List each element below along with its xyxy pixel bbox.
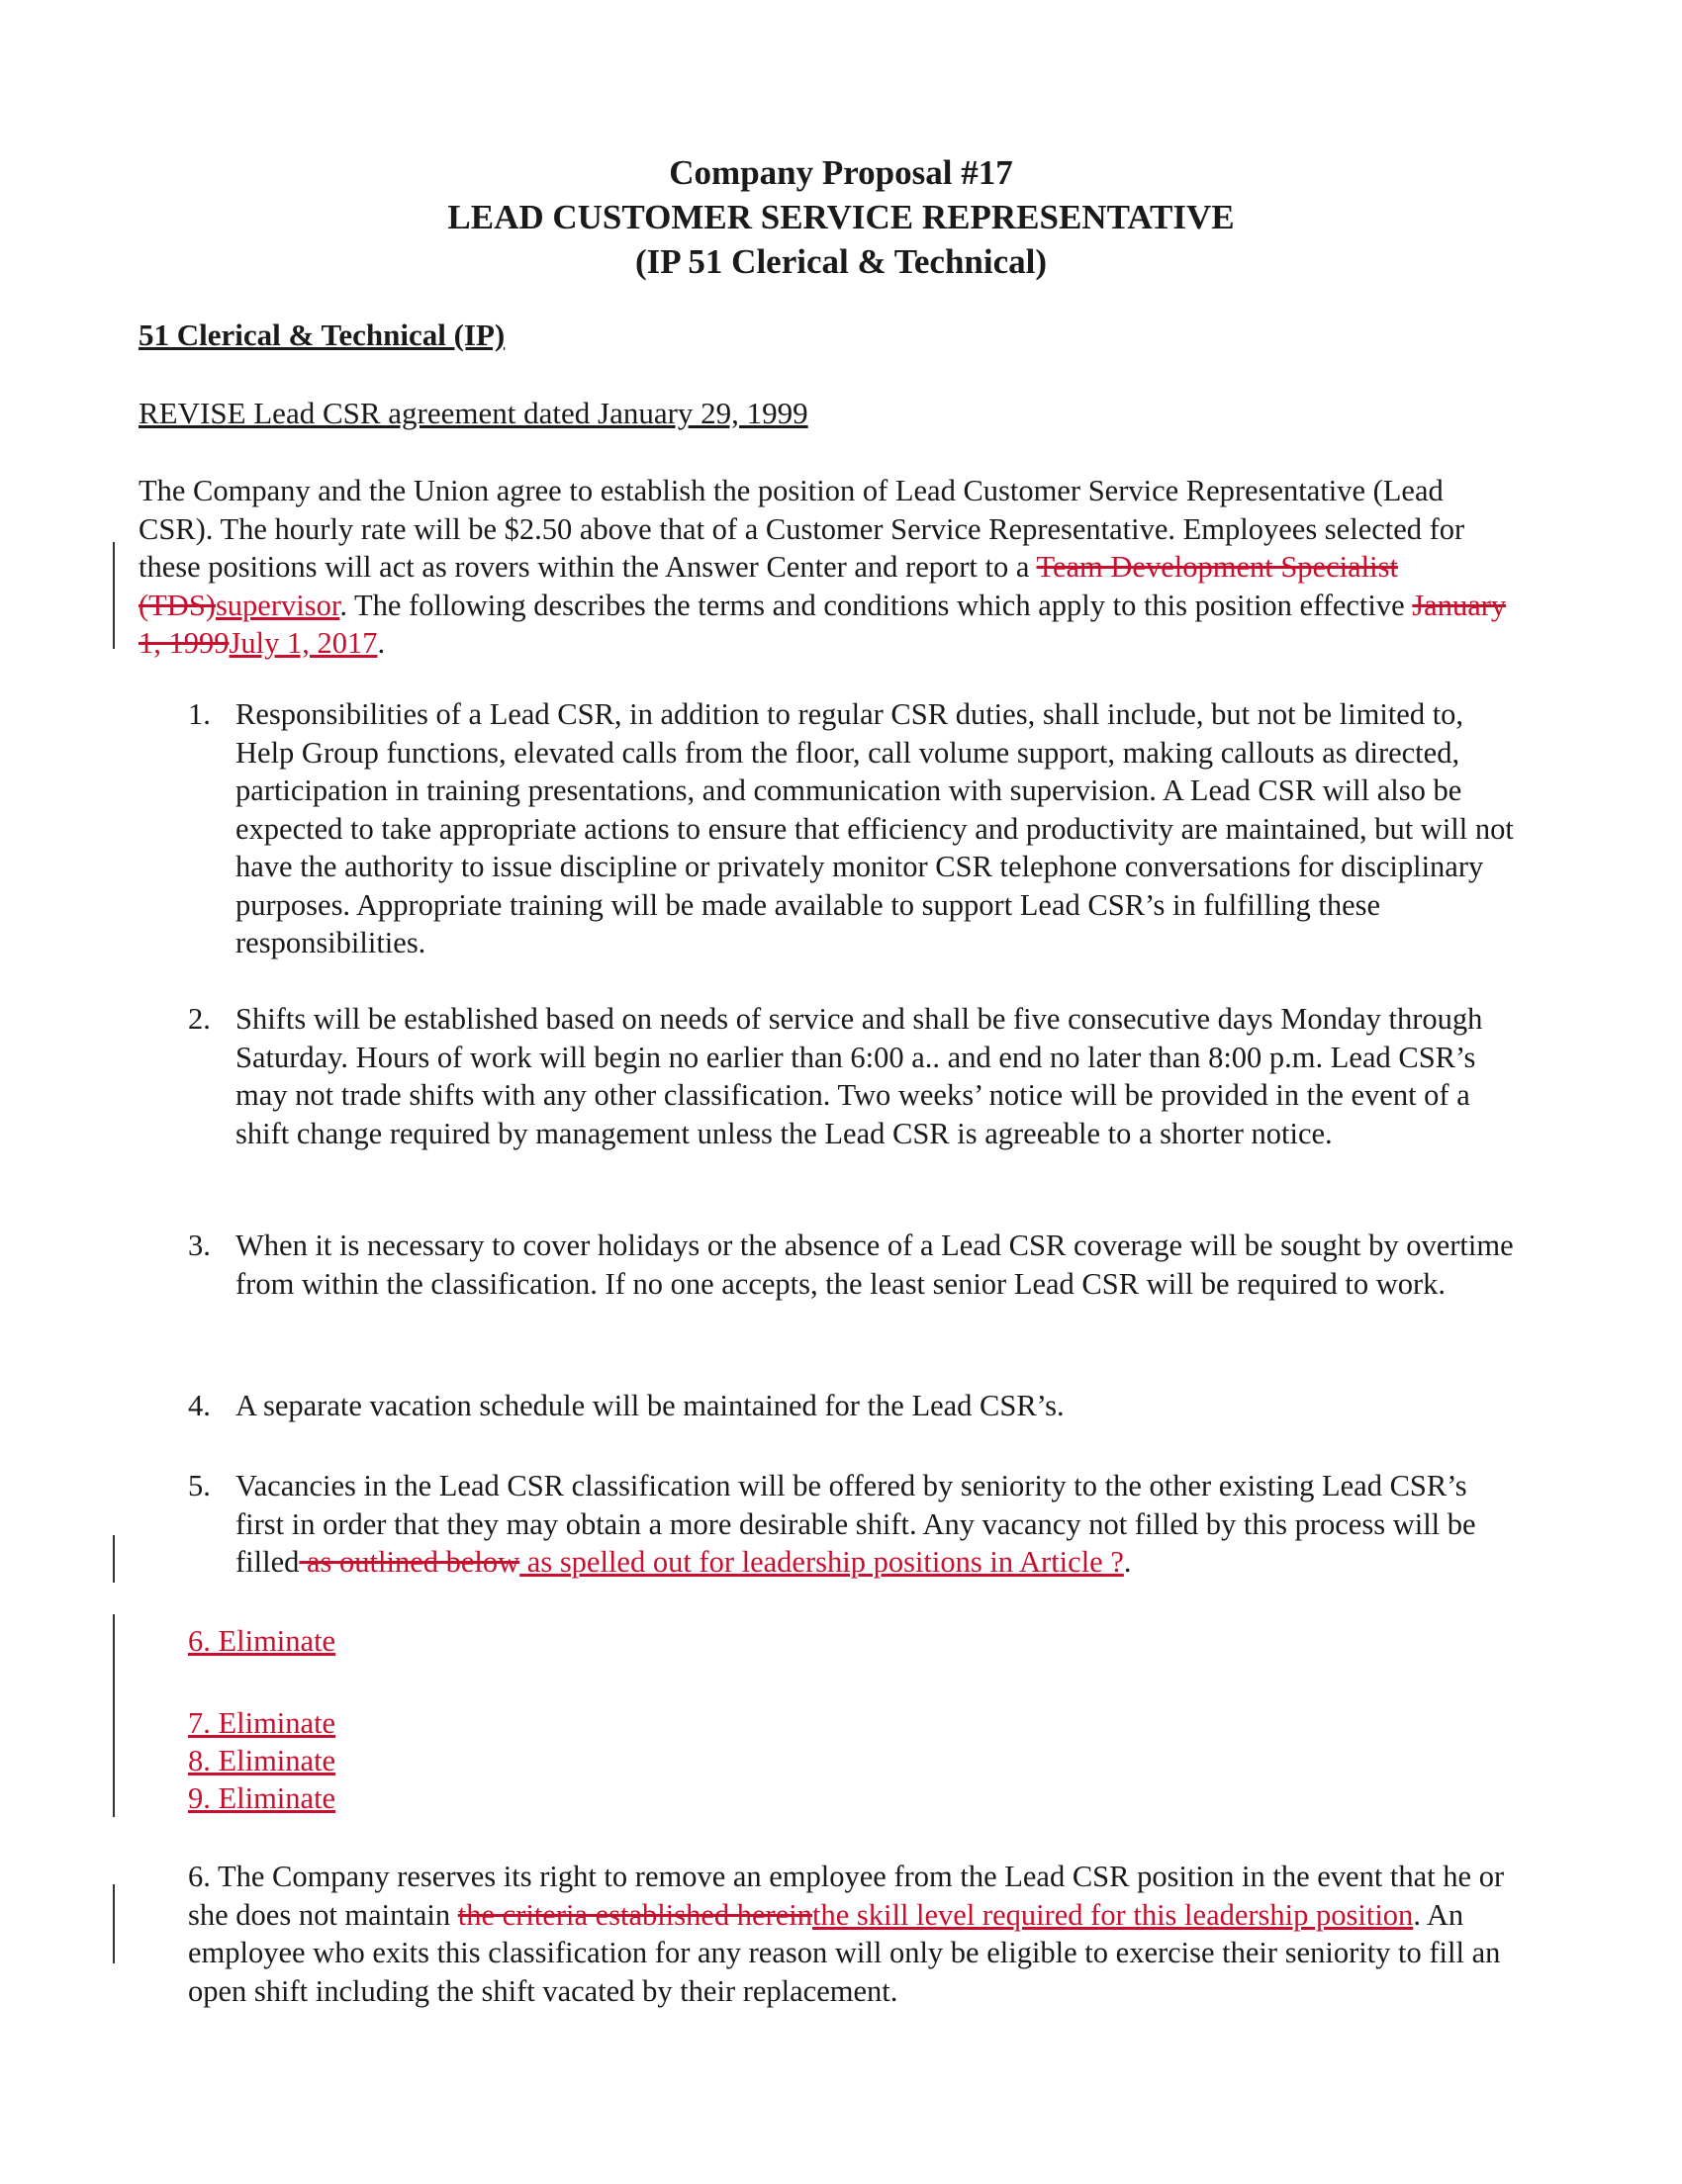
- deleted-text: as outlined below: [299, 1545, 520, 1579]
- inserted-text: July 1, 2017: [229, 626, 378, 660]
- final-text: . An employee who exits this classification for any reason will only be eligible to exercise their seniority to fill an open shift including the shift vacated by their replacement.: [188, 1897, 1501, 2008]
- deleted-text: the criteria established herein: [457, 1897, 812, 1932]
- intro-paragraph: [139, 472, 1524, 663]
- section-heading: 51 Clerical & Technical (IP): [139, 318, 506, 352]
- change-bar: [113, 542, 115, 649]
- eliminated-item: 7. Eliminate: [188, 1706, 336, 1740]
- inserted-text: as spelled out for leadership positions in Article ?: [519, 1545, 1124, 1579]
- proposal-title: Company Proposal #17: [669, 153, 1013, 192]
- intro-text: The Company and the Union agree to establish the position of Lead Customer Service Representative (Lead CSR). The hourly rate will be $2.50 above that of a Customer Service Representative. Employees selected for these positions will act as rovers within the Answer Center and report to a: [139, 474, 1465, 584]
- intro-text: .: [377, 626, 386, 660]
- item-text-end: .: [1123, 1545, 1132, 1579]
- eliminated-item: 8. Eliminate: [188, 1744, 336, 1777]
- title-block: [0, 150, 1682, 284]
- revise-line: REVISE Lead CSR agreement dated January 29, 1999: [139, 396, 808, 430]
- inserted-text: supervisor: [215, 588, 340, 622]
- item-text: A separate vacation schedule will be maintained for the Lead CSR’s.: [235, 1389, 1065, 1422]
- eliminated-item: 6. Eliminate: [188, 1624, 336, 1658]
- inserted-text: the skill level required for this leadership position: [811, 1897, 1414, 1932]
- item-number: 1.: [188, 697, 211, 731]
- deleted-text: Team Development Specialist (TDS): [139, 550, 1398, 622]
- change-bar: [113, 1614, 115, 1817]
- eliminated-item: 9. Eliminate: [188, 1781, 336, 1815]
- item-text: [235, 1467, 1522, 1582]
- item-number: 3.: [188, 1228, 211, 1262]
- final-text: 6. The Company reserves its right to remove an employee from the Lead CSR position in the event that he or she does not maintain: [188, 1860, 1505, 1932]
- intro-text: . The following describes the terms and conditions which apply to this position effective: [339, 588, 1413, 622]
- change-bar: [113, 1884, 115, 1963]
- unit-subtitle: (IP 51 Clerical & Technical): [634, 242, 1048, 281]
- item-number: 2.: [188, 1002, 211, 1036]
- deleted-text: January 1, 1999: [139, 588, 1507, 660]
- position-title: LEAD CUSTOMER SERVICE REPRESENTATIVE: [447, 198, 1235, 236]
- item-text: When it is necessary to cover holidays or the absence of a Lead CSR coverage will be sought by overtime from within the classification. If no one accepts, the least senior Lead CSR will be required to work.: [235, 1228, 1514, 1301]
- item-text-base: Vacancies in the Lead CSR classification will be offered by seniority to the other existing Lead CSR’s first in order that they may obtain a more desirable shift. Any vacancy not filled by this process will be filled: [235, 1469, 1476, 1579]
- change-bar: [113, 1535, 115, 1583]
- final-paragraph: [188, 1858, 1514, 2010]
- item-text: Shifts will be established based on needs of service and shall be five consecutive days Monday through Saturday. Hours of work will begin no earlier than 6:00 a.. and end no later than 8:00 p.m. Lead CSR’s may not trade shifts with any other classification. Two weeks’ notice will be provided in the event of a shift change required by management unless the Lead CSR is agreeable to a shorter notice.: [235, 1002, 1483, 1150]
- item-text: Responsibilities of a Lead CSR, in addition to regular CSR duties, shall include, but not be limited to, Help Group functions, elevated calls from the floor, call volume support, making callouts as directed, participation in training presentations, and communication with supervision. A Lead CSR will also be expected to take appropriate actions to ensure that efficiency and productivity are maintained, but will not have the authority to issue discipline or privately monitor CSR telephone conversations for disciplinary purposes. Appropriate training will be made available to support Lead CSR’s in fulfilling these responsibilities.: [235, 697, 1514, 959]
- item-number: 5.: [188, 1469, 211, 1502]
- item-number: 4.: [188, 1389, 211, 1422]
